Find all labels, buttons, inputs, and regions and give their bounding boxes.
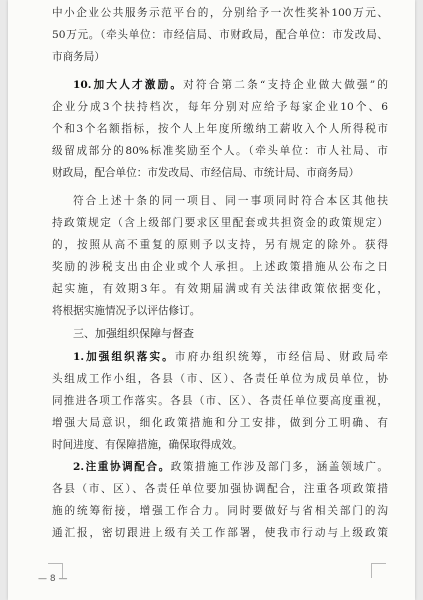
item-2-first-line: [52, 456, 388, 478]
text-line: 头组成工作小组，各县（市、区）、各责任单位为成员单位，协: [52, 373, 388, 385]
crop-mark: [371, 563, 386, 578]
text-line: 的，按照从高不重复的原则予以支持，另有规定的除外。获得: [52, 239, 388, 251]
text-line: 财政局，配合单位：市发改局、市经信局、市统计局、市商务局）: [52, 167, 360, 179]
text-line: 市府办组织统筹，市经信局、财政局牵: [174, 351, 388, 363]
text-line: 时间进度、有保障措施，确保取得成效。: [52, 439, 243, 451]
item-10-heading: 10.加大人才激励。: [73, 79, 184, 91]
text-line: 50万元。（牵头单位：市经信局、市财政局，配合单位：市发改局、: [52, 29, 388, 41]
text-line: 政策措施工作涉及部门多，涵盖领域广。: [170, 461, 388, 473]
text-line: 个和3个名额指标，按个人上年度所缴纳工薪收入个人所得税市: [52, 123, 388, 135]
text-line: 同推进各项工作落实。各县（市、区）、各责任单位要高度重视，: [52, 395, 388, 407]
text-line: 通汇报，密切跟进上级有关工作部署，使我市行动与上级政策: [52, 527, 388, 539]
text-line: 符合上述十条的同一项目、同一事项同时符合本区其他扶: [73, 195, 388, 207]
item-2-heading: 2.注重协调配合。: [73, 461, 171, 473]
text-line: 施的统筹衔接，增强工作合力。同时要做好与省相关部门的沟: [52, 505, 388, 517]
text-line: 市商务局）: [52, 51, 105, 63]
text-line: 增强大局意识，细化政策措施和分工安排，做到分工明确、有: [52, 417, 388, 429]
document-page: [8, 0, 415, 600]
item-1-first-line: [52, 346, 388, 368]
text-line: 各县（市、区）、各责任单位要加强协调配合，注重各项政策措: [52, 483, 388, 495]
text-line: 持政策规定（含上级部门要求区里配套或共担资金的政策规定）: [52, 217, 388, 229]
text-line: 奖励的涉税支出由企业或个人承担。上述政策措施从公布之日: [52, 261, 388, 273]
page-number: — 8 —: [38, 574, 68, 584]
text-line: 中小企业公共服务示范平台的，分别给予一次性奖补100万元、: [52, 7, 388, 19]
text-line: 起实施，有效期3年。有效期届满或有关法律政策依据变化，: [52, 283, 388, 295]
text-line: 将根据实施情况予以评估修订。: [52, 305, 201, 317]
text-line: 对符合第二条“支持企业做大做强”的: [183, 79, 388, 91]
text-line: 企业分成3个扶持档次，每年分别对应给予每家企业10个、6: [52, 101, 388, 113]
section-heading: 三、加强组织保障与督查: [73, 327, 194, 340]
text-line: 级留成部分的80%标准奖励至个人。（牵头单位：市人社局、市: [52, 145, 388, 157]
document-body: [52, 2, 388, 544]
item-1-heading: 1.加强组织落实。: [73, 351, 175, 363]
item-10-first-line: [52, 74, 388, 96]
